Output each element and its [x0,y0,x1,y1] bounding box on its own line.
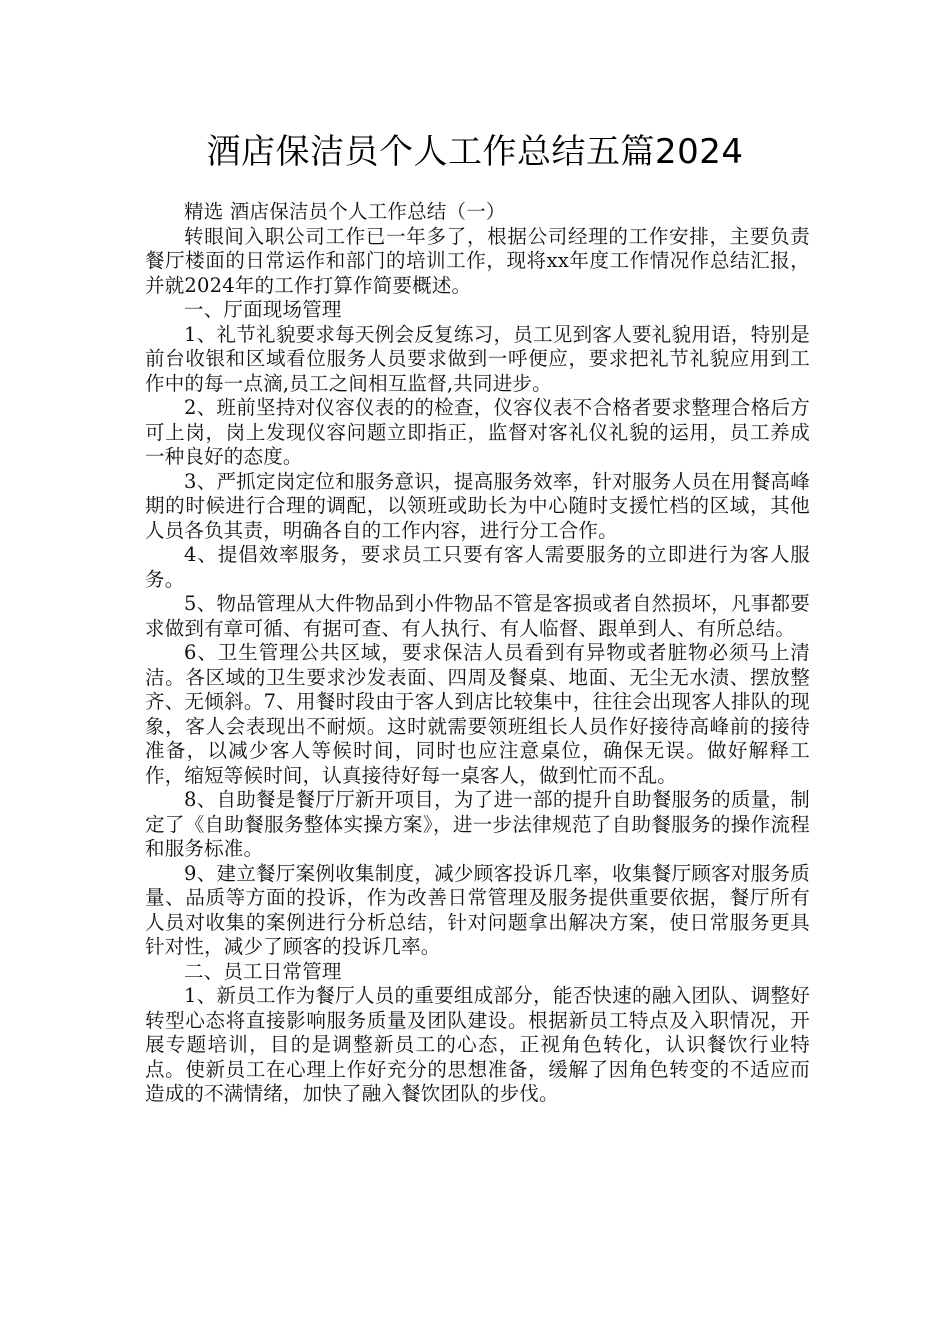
body-paragraph: 9、建立餐厅案例收集制度，减少顾客投诉几率，收集餐厅顾客对服务质量、品质等方面的投诉，作为改善日常管理及服务提供重要依据，餐厅所有人员对收集的案例进行分析总结，针对问题拿出解决方案，使日常服务更具针对性，减少了顾客的投诉几率。 [145,861,810,958]
body-paragraph: 1、礼节礼貌要求每天例会反复练习，员工见到客人要礼貌用语，特别是前台收银和区域看位服务人员要求做到一呼便应，要求把礼节礼貌应用到工作中的每一点滴,员工之间相互监督,共同进步。 [145,322,810,395]
section-subtitle: 精选 酒店保洁员个人工作总结（一） [184,200,506,223]
body-paragraph: 6、卫生管理公共区域，要求保洁人员看到有异物或者脏物必须马上清洁。各区域的卫生要求沙发表面、四周及餐桌、地面、无尘无水渍、摆放整齐、无倾斜。7、用餐时段由于客人到店比较集中，往往会出现客人排队的现象，客人会表现出不耐烦。这时就需要领班组长人员作好接待高峰前的接待准备，以减少客人等候时间，同时也应注意桌位，确保无误。做好解释工作，缩短等候时间，认真接待好每一桌客人，做到忙而不乱。 [145,641,810,787]
body-paragraph: 8、自助餐是餐厅厅新开项目，为了进一部的提升自助餐服务的质量，制定了《自助餐服务整体实操方案》，进一步法律规范了自助餐服务的操作流程和服务标准。 [145,788,810,860]
body-paragraph: 5、物品管理从大件物品到小件物品不管是客损或者自然损坏，凡事都要求做到有章可循、有据可查、有人执行、有人临督、跟单到人、有所总结。 [145,592,810,640]
document-title: 酒店保洁员个人工作总结五篇2024 [206,132,744,172]
body-paragraph: 2、班前坚持对仪容仪表的的检查，仪容仪表不合格者要求整理合格后方可上岗，岗上发现仪容问题立即指正，监督对客礼仪礼貌的运用，员工养成一种良好的态度。 [145,396,810,468]
body-paragraph: 1、新员工作为餐厅人员的重要组成部分，能否快速的融入团队、调整好转型心态将直接影响服务质量及团队建设。根据新员工特点及入职情况，开展专题培训，目的是调整新员工的心态，正视角色转化，认识餐饮行业特点。使新员工在心理上作好充分的思想准备，缓解了因角色转变的不适应而造成的不满情绪，加快了融入餐饮团队的步伐。 [145,984,810,1105]
section-heading-1: 一、厅面现场管理 [184,298,342,321]
section-heading-2: 二、员工日常管理 [184,959,342,983]
body-paragraph: 3、严抓定岗定位和服务意识，提高服务效率，针对服务人员在用餐高峰期的时候进行合理的调配，以领班或助长为中心随时支援忙档的区域，其他人员各负其责，明确各自的工作内容，进行分工合作。 [145,469,810,542]
document-body [145,200,810,1107]
intro-paragraph: 转眼间入职公司工作已一年多了，根据公司经理的工作安排，主要负责餐厅楼面的日常运作和部门的培训工作，现将xx年度工作情况作总结汇报，并就2024年的工作打算作简要概述。 [145,224,810,297]
body-paragraph: 4、提倡效率服务，要求员工只要有客人需要服务的立即进行为客人服务。 [145,543,810,591]
